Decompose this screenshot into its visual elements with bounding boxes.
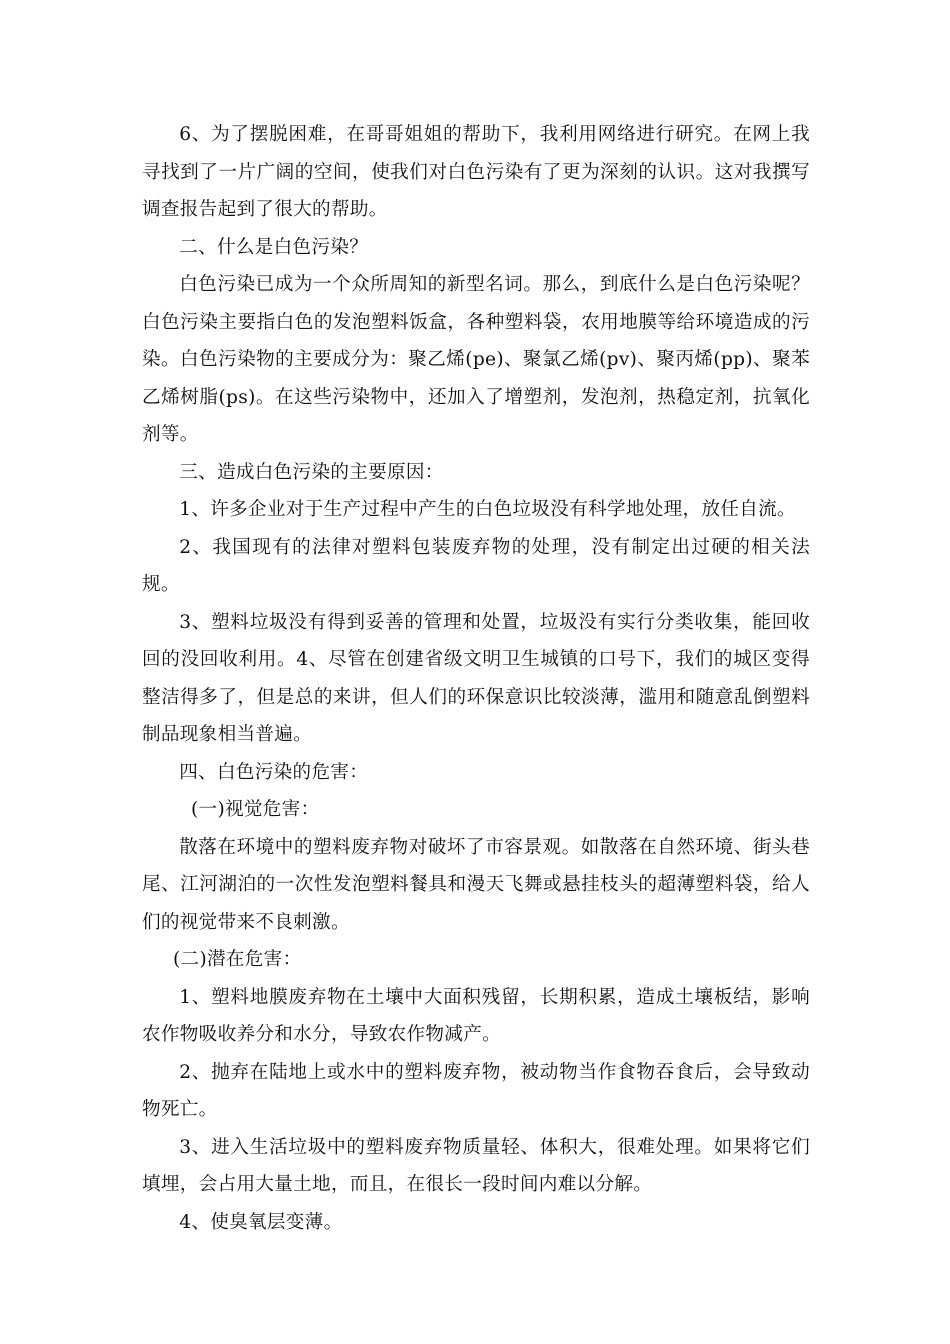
subheading-visual-harm: (一)视觉危害： (191, 799, 320, 820)
paragraph-point-6: 6、为了摆脱困难，在哥哥姐姐的帮助下，我利用网络进行研究。在网上我寻找到了一片广阔的空间，使我们对白色污染有了更为深刻的认识。这对我撰写调查报告起到了很大的帮助。 (142, 124, 810, 220)
paragraph-cause-1: 1、许多企业对于生产过程中产生的白色垃圾没有科学地处理，放任自流。 (179, 499, 796, 520)
subheading-potential-harm: (二)潜在危害： (173, 949, 302, 970)
paragraph-cause-3-4: 3、塑料垃圾没有得到妥善的管理和处置，垃圾没有实行分类收集，能回收回的没回收利用。4、尽管在创建省级文明卫生城镇的口号下，我们的城区变得整洁得多了，但是总的来讲，但人们的环保意识比较淡薄，滥用和随意乱倒塑料制品现象相当普遍。 (142, 611, 810, 745)
paragraph-harm-3: 3、进入生活垃圾中的塑料废弃物质量轻、体积大，很难处理。如果将它们填埋，会占用大量土地，而且，在很长一段时间内难以分解。 (142, 1136, 810, 1195)
paragraph-harm-1: 1、塑料地膜废弃物在土壤中大面积残留，长期积累，造成土壤板结，影响农作物吸收养分和水分，导致农作物减产。 (142, 986, 810, 1045)
paragraph-harm-4: 4、使臭氧层变薄。 (179, 1211, 343, 1233)
document-body (142, 116, 810, 1241)
section-heading-main-causes: 三、造成白色污染的主要原因： (179, 461, 444, 483)
paragraph-definition: 白色污染已成为一个众所周知的新型名词。那么，到底什么是白色污染呢？白色污染主要指白色的发泡塑料饭盒，各种塑料袋，农用地膜等给环境造成的污染。白色污染物的主要成分为：聚乙烯(pe)、聚氯乙烯(pv)、聚丙烯(pp)、聚苯乙烯树脂(ps)。在这些污染物中，还加入了增塑剂，发泡剂，热稳定剂，抗氧化剂等。 (142, 274, 810, 445)
paragraph-visual-harm: 散落在环境中的塑料废弃物对破坏了市容景观。如散落在自然环境、街头巷尾、江河湖泊的一次性发泡塑料餐具和漫天飞舞或悬挂枝头的超薄塑料袋，给人们的视觉带来不良刺激。 (142, 836, 810, 933)
section-heading-harms: 四、白色污染的危害： (179, 761, 369, 783)
section-heading-what-is-white-pollution: 二、什么是白色污染？ (179, 236, 369, 258)
paragraph-harm-2: 2、抛弃在陆地上或水中的塑料废弃物，被动物当作食物吞食后，会导致动物死亡。 (142, 1061, 810, 1120)
paragraph-cause-2: 2、我国现有的法律对塑料包装废弃物的处理，没有制定出过硬的相关法规。 (142, 536, 810, 595)
